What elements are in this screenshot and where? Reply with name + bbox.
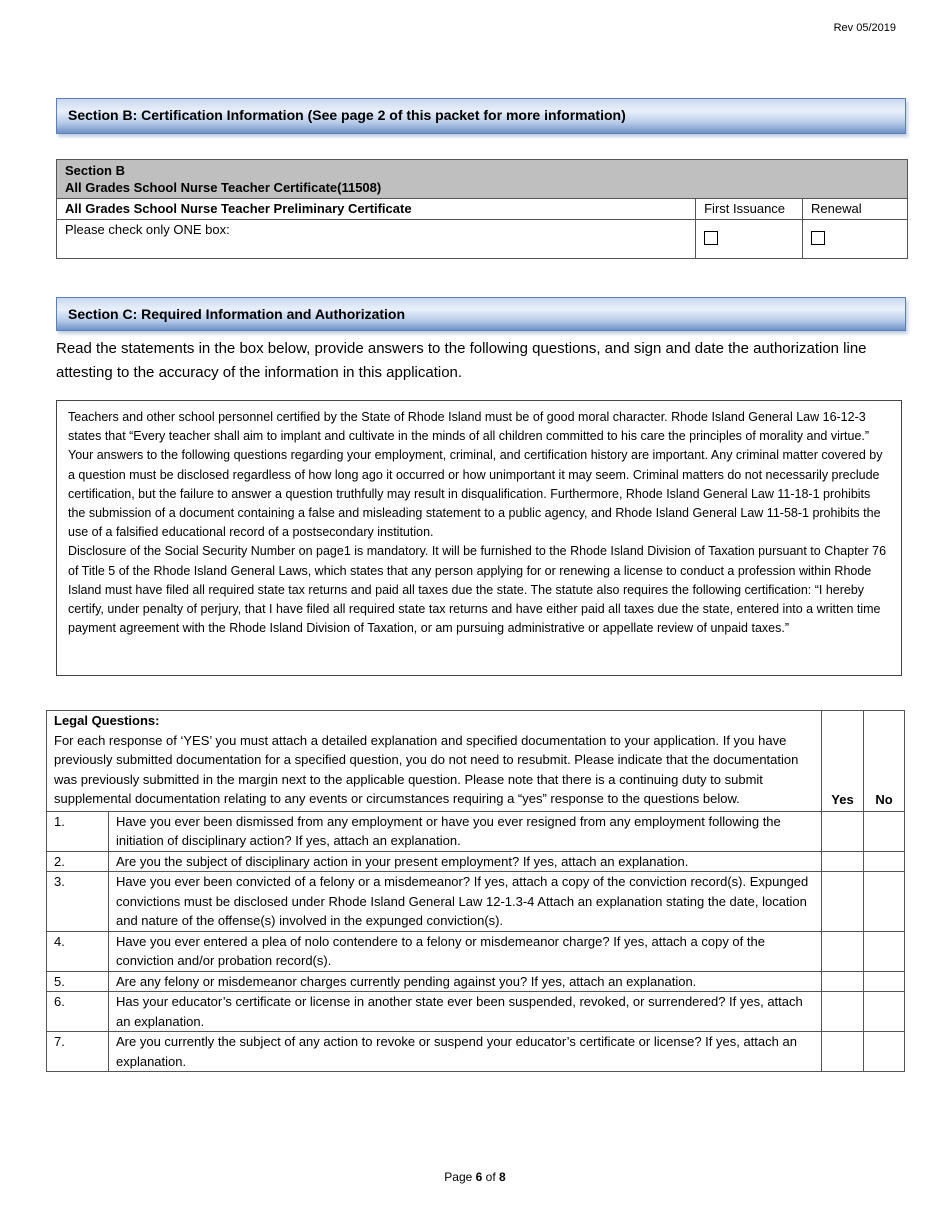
question-number: 7. — [47, 1032, 109, 1072]
no-column-header: No — [864, 711, 905, 812]
question-text: Are you currently the subject of any action to revoke or suspend your educator’s certificate or license? If yes, attach an explanation. — [109, 1032, 822, 1072]
certificate-title: All Grades School Nurse Teacher Preliminary Certificate — [57, 199, 696, 220]
no-answer-cell[interactable] — [864, 811, 905, 851]
first-issuance-label: First Issuance — [696, 199, 803, 220]
legal-questions-intro-cell — [47, 711, 822, 812]
question-text: Have you ever entered a plea of nolo contendere to a felony or misdemeanor charge? If yes, attach a copy of the conviction and/or probation record(s). — [109, 931, 822, 971]
current-page-number: 6 — [475, 1170, 483, 1184]
question-number: 4. — [47, 931, 109, 971]
first-issuance-cell — [696, 220, 803, 259]
yes-answer-cell[interactable] — [822, 851, 864, 872]
page-footer — [0, 1170, 950, 1184]
no-answer-cell[interactable] — [864, 1032, 905, 1072]
revision-date: Rev 05/2019 — [833, 22, 896, 34]
yes-answer-cell[interactable] — [822, 811, 864, 851]
no-answer-cell[interactable] — [864, 872, 905, 932]
yes-answer-cell[interactable] — [822, 1032, 864, 1072]
question-row-6 — [47, 992, 905, 1032]
question-number: 6. — [47, 992, 109, 1032]
question-text: Are you the subject of disciplinary action in your present employment? If yes, attach an explanation. — [109, 851, 822, 872]
question-row-1 — [47, 811, 905, 851]
question-row-5 — [47, 971, 905, 992]
legal-questions-table — [46, 710, 905, 1072]
question-number: 5. — [47, 971, 109, 992]
yes-answer-cell[interactable] — [822, 971, 864, 992]
question-number: 3. — [47, 872, 109, 932]
check-instruction: Please check only ONE box: — [57, 220, 696, 259]
yes-answer-cell[interactable] — [822, 931, 864, 971]
question-row-4 — [47, 931, 905, 971]
statement-moral-character: Teachers and other school personnel certified by the State of Rhode Island must be of good moral character. Rhode Island General Law 16-12-3 states that “Every teacher shall aim to implant and cultivate in the minds of all children committed to his care the principles of morality and virtue.” Your answers to the following questions regarding your employment, criminal, and certification history are important. Any criminal matter covered by a question must be disclosed regardless of how long ago it occurred or how unimportant it may seem. Criminal matters do not necessarily preclude certification, but the failure to answer a question truthfully may result in disqualification. Furthermore, Rhode Island General Law 11-18-1 prohibits the submission of a document containing a false and misleading statement to a public agency, and Rhode Island General Law 11-58-1 prohibits the use of a falsified educational record of a postsecondary institution. — [68, 410, 883, 540]
no-answer-cell[interactable] — [864, 851, 905, 872]
statement-ssn-disclosure: Disclosure of the Social Security Number on page1 is mandatory. It will be furnished to the Rhode Island Division of Taxation pursuant to Chapter 76 of Title 5 of the Rhode Island General Laws, which states that any person applying for or renewing a license to conduct a profession within Rhode Island must have filed all required state tax returns and paid all taxes due the state. The statute also requires the following certification: “I hereby certify, under penalty of perjury, that I have filed all required state tax returns and have either paid all taxes due the state, entered into a written time payment agreement with the Rhode Island Division of Taxation, or am pursuing administrative or appellate review of unpaid taxes.” — [68, 544, 887, 636]
no-answer-cell[interactable] — [864, 971, 905, 992]
of-word: of — [485, 1170, 496, 1184]
page-word: Page — [444, 1170, 473, 1184]
question-text: Have you ever been convicted of a felony or a misdemeanor? If yes, attach a copy of the conviction record(s). Expunged convictions must be disclosed under Rhode Island General Law 12-1.3-4 Attach an explanation stating the date, location and nature of the offense(s) involved in the expunged conviction(s). — [109, 872, 822, 932]
legal-questions-title: Legal Questions: — [54, 713, 160, 728]
no-answer-cell[interactable] — [864, 931, 905, 971]
certificate-code-label: All Grades School Nurse Teacher Certificate(11508) — [65, 180, 382, 195]
renewal-cell — [803, 220, 908, 259]
section-c-intro: Read the statements in the box below, provide answers to the following questions, and sign and date the authorization line attesting to the accuracy of the information in this application. — [56, 340, 867, 381]
question-number: 1. — [47, 811, 109, 851]
renewal-checkbox[interactable] — [811, 231, 825, 245]
first-issuance-checkbox[interactable] — [704, 231, 718, 245]
renewal-label: Renewal — [803, 199, 908, 220]
question-text: Has your educator’s certificate or license in another state ever been suspended, revoked, or surrendered? If yes, attach an explanation. — [109, 992, 822, 1032]
question-row-2 — [47, 851, 905, 872]
yes-answer-cell[interactable] — [822, 872, 864, 932]
question-row-7 — [47, 1032, 905, 1072]
yes-column-header: Yes — [822, 711, 864, 812]
question-row-3 — [47, 872, 905, 932]
question-text: Are any felony or misdemeanor charges currently pending against you? If yes, attach an explanation. — [109, 971, 822, 992]
question-text: Have you ever been dismissed from any employment or have you ever resigned from any employment following the initiation of disciplinary action? If yes, attach an explanation. — [109, 811, 822, 851]
section-b-header: Section B: Certification Information (See page 2 of this packet for more information) — [56, 98, 906, 134]
total-page-count: 8 — [499, 1170, 506, 1184]
statement-box — [56, 400, 902, 676]
legal-questions-instructions: For each response of ‘YES’ you must attach a detailed explanation and specified documentation to your application. If you have previously submitted documentation for a specified question, you do not need to resubmit. Please indicate that the documentation was previously submitted in the margin next to the applicable question. Please note that there is a continuing duty to submit supplemental documentation relating to any events or circumstances requiring a “yes” response to the questions below. — [54, 732, 799, 806]
section-b-label: Section B — [65, 163, 125, 178]
no-answer-cell[interactable] — [864, 992, 905, 1032]
section-c-header: Section C: Required Information and Authorization — [56, 297, 906, 331]
section-b-table — [56, 159, 908, 259]
section-b-table-head — [57, 160, 908, 199]
question-number: 2. — [47, 851, 109, 872]
yes-answer-cell[interactable] — [822, 992, 864, 1032]
